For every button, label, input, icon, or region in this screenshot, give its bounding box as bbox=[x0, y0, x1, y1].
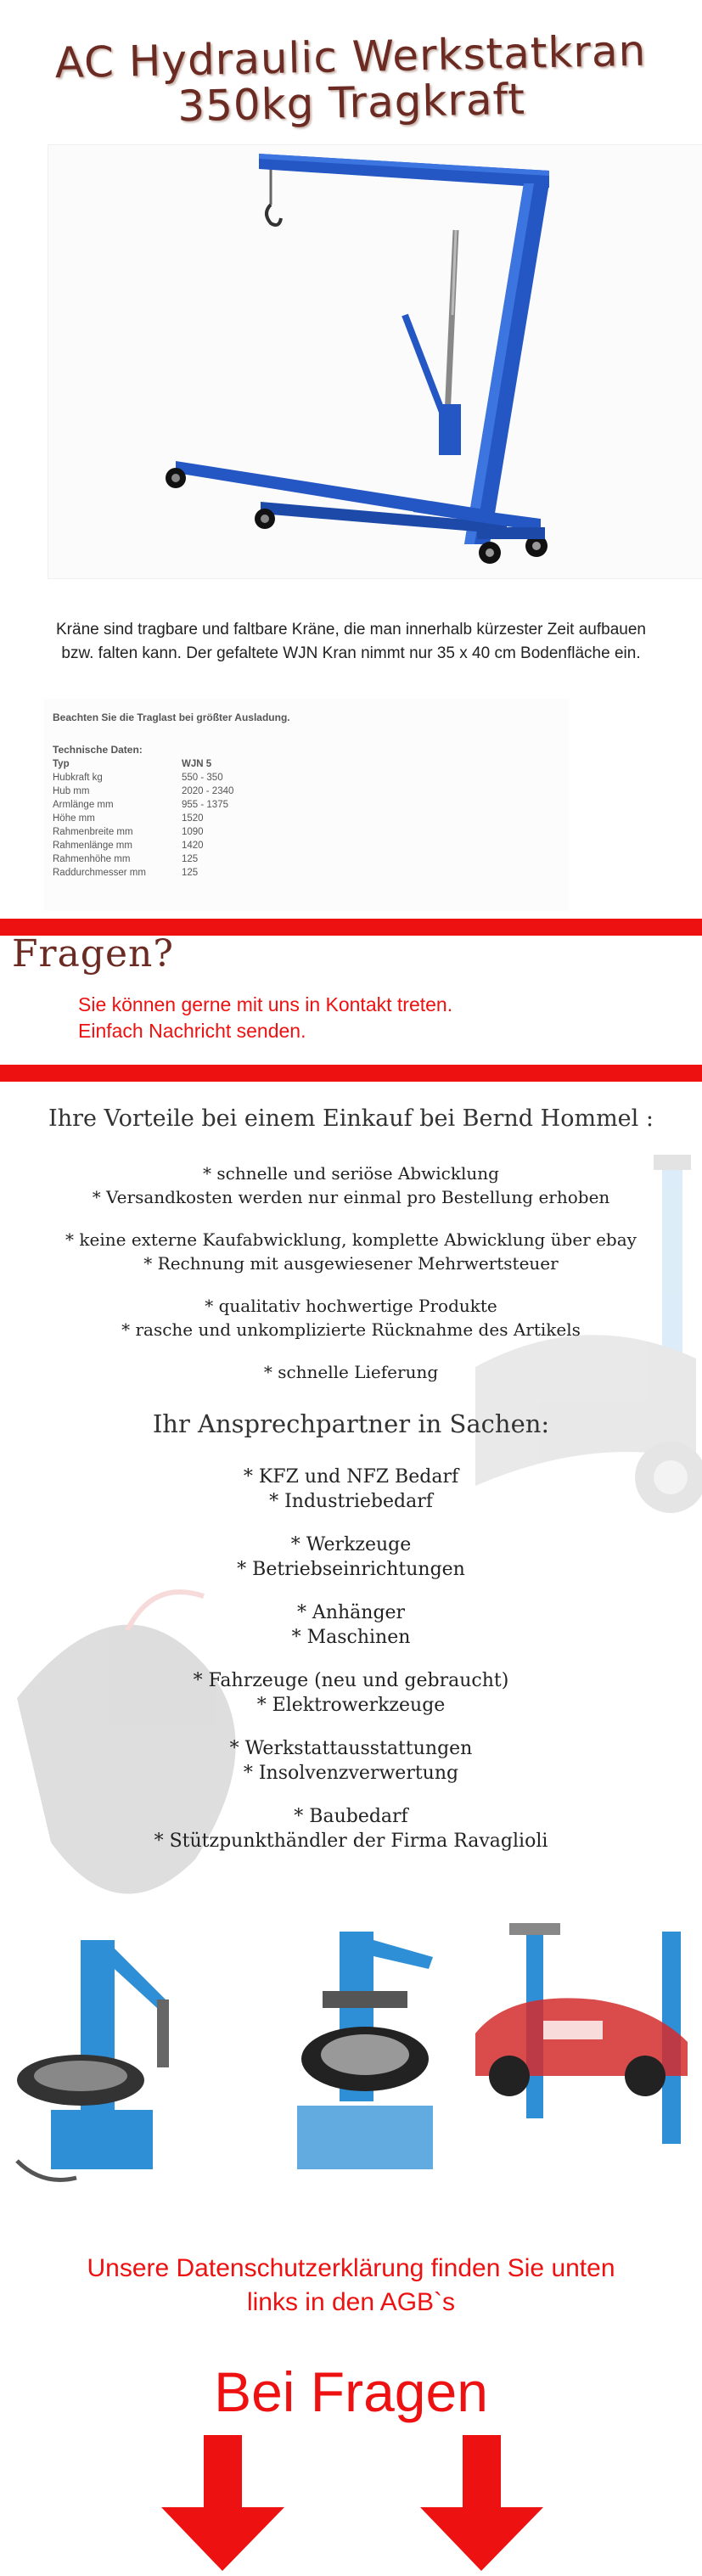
table-row: Hubkraft kg 550 - 350 bbox=[53, 773, 223, 783]
privacy-notice bbox=[0, 2252, 702, 2320]
list-item: * Rechnung mit ausgewiesener Mehrwertsteuer bbox=[143, 1253, 559, 1274]
list-item: * Insolvenzverwertung bbox=[243, 1763, 459, 1784]
questions-heading: Bei Fragen bbox=[214, 2360, 488, 2423]
list-item: * qualitativ hochwertige Produkte bbox=[205, 1296, 497, 1316]
description-line-1: Kräne sind tragbare und faltbare Kräne, die man innerhalb kürzester Zeit aufbauen bbox=[56, 621, 646, 638]
divider-bottom bbox=[0, 1065, 702, 1082]
list-item: * KFZ und NFZ Bedarf bbox=[243, 1466, 459, 1488]
product-description bbox=[0, 618, 702, 666]
arrow-down-icon bbox=[161, 2435, 284, 2571]
privacy-line-1: Unsere Datenschutzerklärung finden Sie unten bbox=[87, 2254, 615, 2282]
table-row: Raddurchmesser mm 125 bbox=[53, 868, 199, 878]
list-item: * Anhänger bbox=[296, 1602, 406, 1623]
list-item: * Betriebseinrichtungen bbox=[237, 1559, 465, 1580]
tire-changer-image-2 bbox=[297, 1932, 433, 2169]
arrow-down-icon bbox=[420, 2435, 543, 2571]
table-row: Rahmenlänge mm 1420 bbox=[53, 841, 204, 851]
spec-heading: Technische Daten: bbox=[53, 744, 143, 756]
list-item: * rasche und unkomplizierte Rücknahme des Artikels bbox=[121, 1319, 581, 1340]
list-item: * Werkstattausstattungen bbox=[229, 1738, 473, 1759]
car-lift-image bbox=[475, 1923, 688, 2144]
list-item: * schnelle Lieferung bbox=[263, 1362, 439, 1382]
list-item: * keine externe Kaufabwicklung, komplette Abwicklung über ebay bbox=[65, 1229, 637, 1250]
description-line-2: bzw. falten kann. Der gefaltete WJN Kran nimmt nur 35 x 40 cm Bodenfläche ein. bbox=[61, 644, 641, 662]
contact-text bbox=[78, 992, 452, 1044]
table-row: Hub mm 2020 - 2340 bbox=[53, 786, 234, 796]
partner-list bbox=[0, 1465, 702, 1853]
list-item: * schnelle und seriöse Abwicklung bbox=[203, 1163, 499, 1184]
list-item: * Baubedarf bbox=[294, 1806, 408, 1827]
machine-images bbox=[0, 1915, 702, 2220]
advantages-title: Ihre Vorteile bei einem Einkauf bei Bernd Hommel : bbox=[48, 1105, 654, 1132]
spec-note: Beachten Sie die Traglast bei größter Ausladung. bbox=[53, 711, 290, 723]
privacy-line-2: links in den AGB`s bbox=[246, 2288, 456, 2316]
contact-line-1: Sie können gerne mit uns in Kontakt treten. bbox=[78, 993, 453, 1015]
list-item: * Elektrowerkzeuge bbox=[256, 1695, 446, 1716]
arrows bbox=[0, 2435, 702, 2576]
table-row: Armlänge mm 955 - 1375 bbox=[53, 800, 228, 810]
table-row: Rahmenbreite mm 1090 bbox=[53, 827, 204, 837]
contact-heading: Fragen? bbox=[12, 932, 174, 976]
table-row: Rahmenhöhe mm 125 bbox=[53, 854, 199, 864]
spec-table bbox=[51, 757, 235, 880]
list-item: * Industriebedarf bbox=[269, 1491, 433, 1512]
list-item: * Fahrzeuge (neu und gebraucht) bbox=[193, 1670, 509, 1691]
list-item: * Versandkosten werden nur einmal pro Bestellung erhoben bbox=[92, 1187, 610, 1207]
table-row: Höhe mm 1520 bbox=[53, 813, 204, 824]
crane-image-panel bbox=[48, 144, 702, 579]
list-item: * Maschinen bbox=[291, 1627, 411, 1648]
table-row: Typ WJN 5 bbox=[53, 759, 212, 769]
advantages-list bbox=[0, 1161, 702, 1384]
partner-title: Ihr Ansprechpartner in Sachen: bbox=[152, 1409, 550, 1438]
contact-line-2: Einfach Nachricht senden. bbox=[78, 1020, 306, 1042]
list-item: * Stützpunkthändler der Firma Ravaglioli bbox=[154, 1831, 548, 1852]
title-line-2: 350kg Tragkraft bbox=[177, 74, 526, 132]
list-item: * Werkzeuge bbox=[290, 1534, 412, 1555]
page-title bbox=[0, 26, 702, 132]
title-line-1: AC Hydraulic Werkstatkran bbox=[54, 25, 647, 88]
tire-changer-image-1 bbox=[17, 1940, 169, 2180]
crane-image bbox=[48, 145, 702, 578]
